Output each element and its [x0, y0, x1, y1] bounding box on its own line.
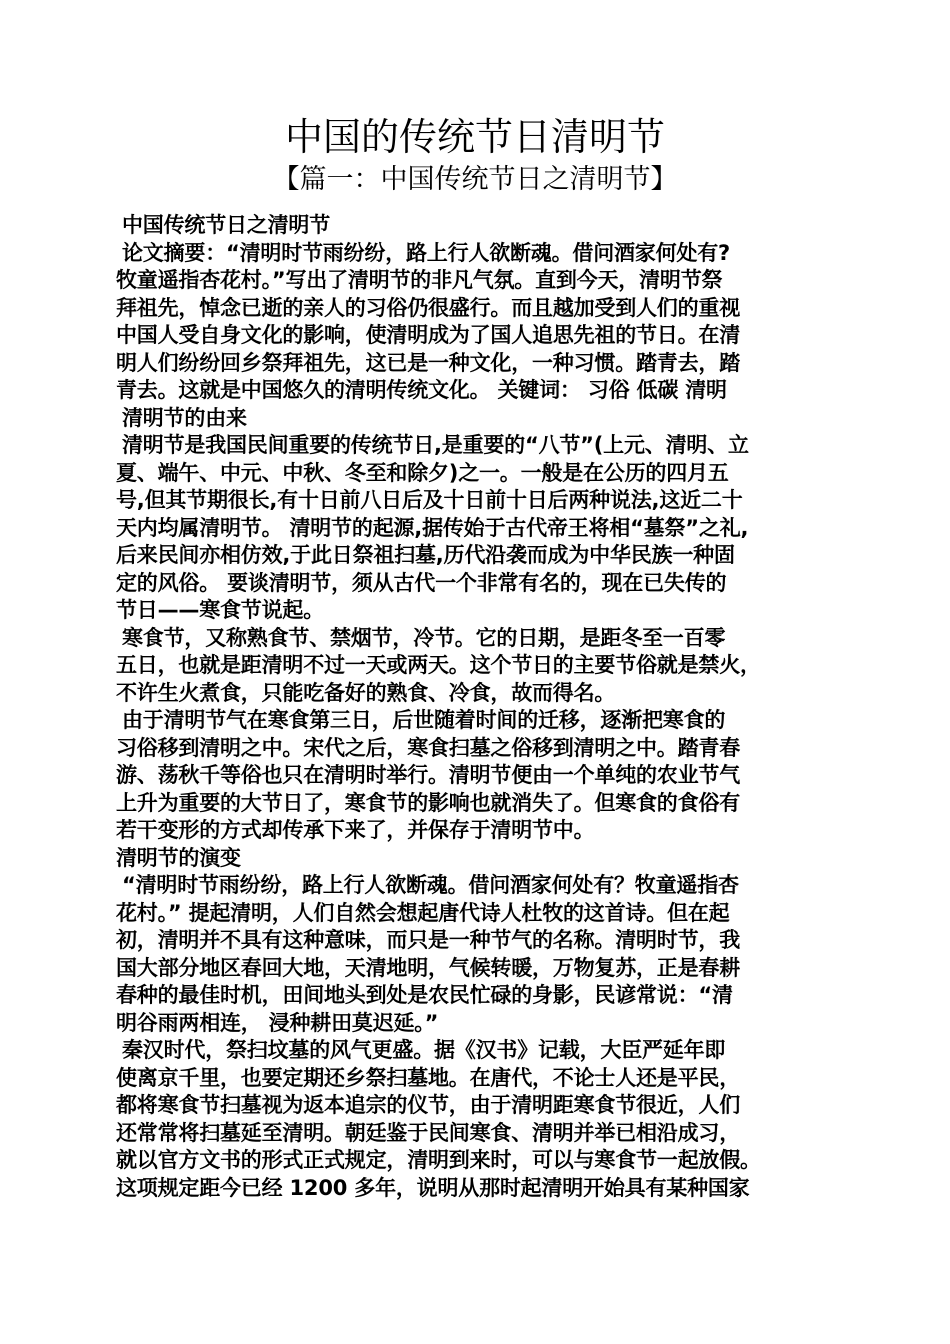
text-line: 就以官方文书的形式正式规定，清明到来时，可以与寒食节一起放假。 — [116, 1148, 761, 1172]
text-line: 秦汉时代，祭扫坟墓的风气更盛。据《汉书》记载，大臣严延年即 — [122, 1038, 726, 1062]
text-line: 后来民间亦相仿效,于此日祭祖扫墓,历代沿袭而成为中华民族一种固 — [116, 543, 735, 567]
text-line: 节日——寒食节说起。 — [116, 598, 324, 622]
text-line: 由于清明节气在寒食第三日，后世随着时间的迁移，逐渐把寒食的 — [122, 708, 726, 732]
section-heading: 中国传统节日之清明节 — [122, 213, 330, 237]
text-line: 习俗移到清明之中。宋代之后，寒食扫墓之俗移到清明之中。踏青春 — [116, 735, 740, 760]
section-heading: 清明节的演变 — [116, 845, 241, 870]
text-line: 使离京千里，也要定期还乡祭扫墓地。在唐代，不论士人还是平民， — [116, 1065, 740, 1090]
text-line: 青去。这就是中国悠久的清明传统文化。 关键词： 习俗 低碳 清明 — [116, 378, 727, 402]
text-line: 夏、端午、中元、中秋、冬至和除夕)之一。一般是在公历的四月五 — [116, 460, 729, 485]
text-line: 花村。” 提起清明，人们自然会想起唐代诗人杜牧的这首诗。但在起 — [116, 900, 730, 925]
text-line: 明人们纷纷回乡祭拜祖先，这已是一种文化，一种习惯。踏青去，踏 — [116, 350, 740, 375]
document-subtitle: 【篇一：中国传统节日之清明节】 — [272, 164, 678, 195]
text-line: 国大部分地区春回大地，天清地明，气候转暖，万物复苏，正是春耕 — [116, 955, 740, 980]
text-line: 清明节是我国民间重要的传统节日,是重要的“八节”(上元、清明、立 — [122, 433, 749, 457]
text-line: 五日，也就是距清明不过一天或两天。这个节日的主要节俗就是禁火， — [116, 653, 761, 677]
text-line: 明谷雨两相连， 浸种耕田莫迟延。” — [116, 1010, 439, 1035]
text-line: “清明时节雨纷纷，路上行人欲断魂。借问酒家何处有？牧童遥指杏 — [122, 873, 739, 897]
text-line: 中国人受自身文化的影响，使清明成为了国人追思先祖的节日。在清 — [116, 323, 740, 347]
text-line: 天内均属清明节。 清明节的起源,据传始于古代帝王将相“墓祭”之礼, — [116, 515, 749, 540]
text-line: 都将寒食节扫墓视为返本追宗的仪节，由于清明距寒食节很近，人们 — [116, 1093, 740, 1117]
text-line: 若干变形的方式却传承下来了，并保存于清明节中。 — [116, 818, 595, 842]
text-line: 拜祖先，悼念已逝的亲人的习俗仍很盛行。而且越加受到人们的重视 — [116, 295, 740, 320]
section-heading: 清明节的由来 — [122, 405, 247, 430]
document-body — [116, 212, 846, 1202]
text-line: 初，清明并不具有这种意味，而只是一种节气的名称。清明时节，我 — [116, 928, 740, 952]
text-line: 号,但其节期很长,有十日前八日后及十日前十日后两种说法,这近二十 — [116, 488, 743, 512]
text-line: 上升为重要的大节日了，寒食节的影响也就消失了。但寒食的食俗有 — [116, 790, 740, 815]
text-line: 不许生火煮食，只能吃备好的熟食、冷食，故而得名。 — [116, 680, 616, 705]
text-line: 定的风俗。 要谈清明节，须从古代一个非常有名的，现在已失传的 — [116, 570, 727, 595]
document-title: 中国的传统节日清明节 — [284, 115, 665, 159]
text-line: 游、荡秋千等俗也只在清明时举行。清明节便由一个单纯的农业节气 — [116, 763, 740, 787]
text-line: 牧童遥指杏花村。”写出了清明节的非凡气氛。直到今天，清明节祭 — [116, 268, 723, 292]
text-line: 这项规定距今已经 1200 多年，说明从那时起清明开始具有某种国家 — [116, 1175, 750, 1200]
text-line: 还常常将扫墓延至清明。朝廷鉴于民间寒食、清明并举已相沿成习， — [116, 1120, 740, 1145]
text-line: 论文摘要：“清明时节雨纷纷，路上行人欲断魂。借问酒家何处有? — [122, 240, 730, 265]
text-line: 寒食节，又称熟食节、禁烟节，冷节。它的日期，是距冬至一百零 — [122, 625, 726, 650]
text-line: 春种的最佳时机，田间地头到处是农民忙碌的身影，民谚常说：“清 — [116, 983, 733, 1007]
